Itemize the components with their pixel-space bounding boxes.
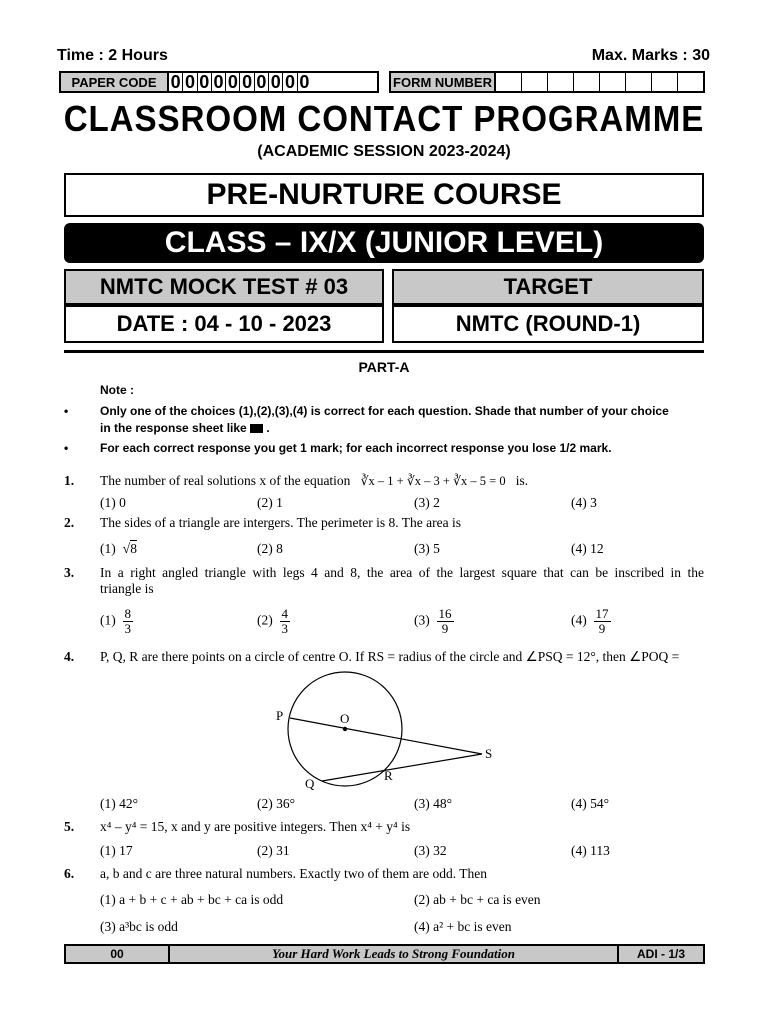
- note-bullet-1b: in the response sheet like .: [100, 421, 270, 435]
- option: (2) $\frac{4}{3}$: [257, 606, 288, 636]
- question-3-text: In a right angled triangle with legs 4 and 8, the area of the largest square that can be inscribed in the: [100, 565, 704, 580]
- test-name: NMTC MOCK TEST # 03: [64, 269, 384, 305]
- question-number: 5.: [64, 819, 75, 834]
- question-4-text: P, Q, R are there points on a circle of centre O. If RS = radius of the circle and ∠PSQ = 12°, then ∠POQ =: [100, 649, 680, 664]
- line-qs: [322, 754, 482, 781]
- option: (3) $\frac{16}{9}$: [414, 606, 452, 636]
- divider: [64, 350, 704, 353]
- label-o: O: [340, 711, 350, 726]
- option: (4) 12: [571, 541, 604, 556]
- footer-page: ADI - 1/3: [617, 946, 703, 962]
- option: (2) 1: [257, 495, 283, 510]
- question-number: 2.: [64, 515, 75, 530]
- note-bullet-1: Only one of the choices (1),(2),(3),(4) is correct for each question. Shade that number of your choice: [100, 404, 669, 418]
- question-1-text: The number of real solutions x of the equation ∛x – 1 + ∛x – 3 + ∛x – 5 = 0 is.: [100, 473, 529, 488]
- paper-code-digit: 0: [198, 73, 212, 91]
- option: (3) 5: [414, 541, 440, 556]
- question-number: 1.: [64, 473, 75, 488]
- option: (1) √8: [100, 541, 137, 557]
- paper-code-label: PAPER CODE: [61, 73, 169, 91]
- option: (1) $\frac{8}{3}$: [100, 606, 131, 636]
- label-r: R: [384, 768, 393, 783]
- label-p: P: [276, 708, 284, 723]
- option: (1) 42°: [100, 796, 139, 811]
- footer-slogan: Your Hard Work Leads to Strong Foundation: [272, 946, 515, 961]
- option: (2) 31: [257, 843, 290, 858]
- session-label: (ACADEMIC SESSION 2023-2024): [257, 143, 511, 160]
- option: (3) 2: [414, 495, 440, 510]
- option: (3) 48°: [414, 796, 453, 811]
- bullet-icon: •: [64, 404, 69, 418]
- note-title: Note :: [100, 383, 134, 397]
- paper-code-digit: 0: [269, 73, 283, 91]
- q1-equation: ∛x – 1 + ∛x – 3 + ∛x – 5 = 0: [360, 474, 506, 488]
- option: (4) 113: [571, 843, 610, 858]
- course-title: PRE-NURTURE COURSE: [64, 173, 704, 217]
- footer-bar: [64, 944, 705, 964]
- label-s: S: [485, 746, 493, 761]
- option: (2) 8: [257, 541, 283, 556]
- circle-diagram: [260, 670, 510, 795]
- option: (4) a² + bc is even: [414, 919, 512, 934]
- option: (4) $\frac{17}{9}$: [571, 606, 609, 636]
- test-date: DATE : 04 - 10 - 2023: [64, 305, 384, 343]
- footer-left: 00: [66, 946, 170, 962]
- bullet-icon: •: [64, 441, 69, 455]
- note-bullet-2: For each correct response you get 1 mark; for each incorrect response you lose 1/2 mark.: [100, 441, 612, 455]
- paper-code-digit: 0: [169, 73, 183, 91]
- question-number: 4.: [64, 649, 75, 664]
- option: (3) 32: [414, 843, 447, 858]
- question-6-text: a, b and c are three natural numbers. Exactly two of them are odd. Then: [100, 866, 487, 881]
- option: (1) a + b + c + ab + bc + ca is odd: [100, 892, 284, 907]
- form-number-cells: [496, 73, 703, 91]
- paper-code-digit: 0: [240, 73, 254, 91]
- max-marks-label: Max. Marks : 30: [591, 47, 710, 64]
- part-label: PART-A: [358, 359, 410, 375]
- time-label: Time : 2 Hours: [57, 47, 168, 64]
- paper-code-digit: 0: [183, 73, 197, 91]
- question-2-text: The sides of a triangle are intergers. The perimeter is 8. The area is: [100, 515, 461, 530]
- paper-code-digit: 0: [255, 73, 269, 91]
- target-value: NMTC (ROUND-1): [392, 305, 704, 343]
- question-5-text: x⁴ – y⁴ = 15, x and y are positive integers. Then x⁴ + y⁴ is: [100, 819, 411, 834]
- question-3-text-cont: triangle is: [100, 581, 154, 596]
- paper-code-box: [59, 71, 379, 93]
- shade-sample-icon: [250, 424, 263, 433]
- question-number: 3.: [64, 565, 75, 580]
- programme-title: CLASSROOM CONTACT PROGRAMME: [63, 98, 705, 139]
- form-number-label: FORM NUMBER: [391, 73, 496, 91]
- paper-code-digits: [169, 73, 377, 91]
- option: (1) 0: [100, 495, 126, 510]
- class-level-banner: CLASS – IX/X (JUNIOR LEVEL): [64, 223, 704, 263]
- target-label: TARGET: [392, 269, 704, 305]
- paper-code-digit: 0: [299, 71, 310, 92]
- option: (4) 54°: [571, 796, 610, 811]
- label-q: Q: [305, 776, 315, 791]
- paper-code-digit: 0: [283, 73, 297, 91]
- option: (3) a³bc is odd: [100, 919, 178, 934]
- option: (1) 17: [100, 843, 133, 858]
- form-number-box: [389, 71, 705, 93]
- question-number: 6.: [64, 866, 75, 881]
- line-ps: [290, 718, 482, 754]
- option: (4) 3: [571, 495, 597, 510]
- paper-code-digit: 0: [212, 73, 226, 91]
- paper-code-digit: 0: [226, 73, 240, 91]
- option: (2) 36°: [257, 796, 296, 811]
- option: (2) ab + bc + ca is even: [414, 892, 541, 907]
